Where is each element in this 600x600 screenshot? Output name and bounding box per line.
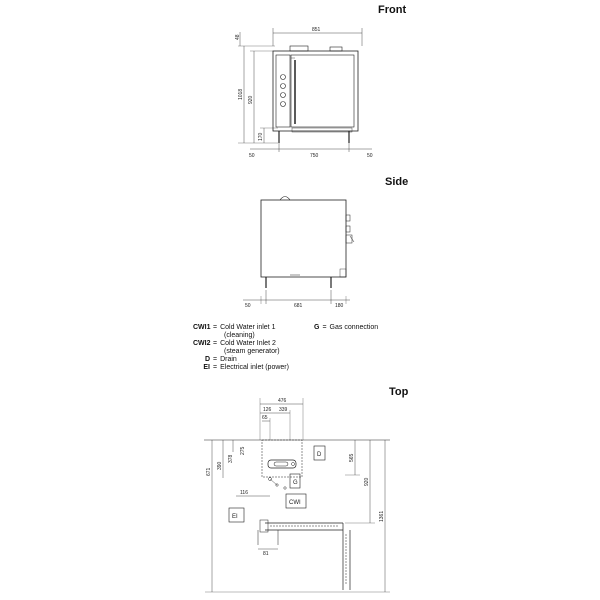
front-dim-920: 920 <box>248 95 254 104</box>
label-g: G <box>293 480 298 486</box>
label-ei: EI <box>232 514 238 520</box>
label-cwi: CWI <box>289 500 301 506</box>
legend-item-ei: EI = Electrical inlet (power) <box>193 364 313 372</box>
front-dim-750: 750 <box>310 153 319 159</box>
legend-item-g: G = Gas connection <box>314 324 379 331</box>
top-dim-476: 476 <box>278 398 287 404</box>
side-view-title: Side <box>385 176 409 188</box>
top-view-title: Top <box>389 386 409 398</box>
legend-code: EI <box>203 364 210 371</box>
front-dim-50-left: 50 <box>249 153 255 159</box>
legend-item-d: D = Drain <box>193 356 313 364</box>
front-dim-48: 48 <box>235 34 241 40</box>
top-dim-65: 65 <box>262 415 268 421</box>
top-dim-920: 920 <box>364 477 370 486</box>
legend-code: G <box>314 324 320 331</box>
top-dim-116: 116 <box>240 490 248 496</box>
front-view-title: Front <box>378 4 407 16</box>
front-dim-1018: 1018 <box>238 88 244 100</box>
legend-right <box>314 324 378 332</box>
top-dim-378: 378 <box>228 454 234 463</box>
front-dim-851: 851 <box>312 27 321 33</box>
legend-code: D <box>204 356 210 363</box>
top-dim-275: 275 <box>240 446 246 455</box>
side-dim-681: 681 <box>294 303 303 309</box>
legend-item-cwi2: CWI2 = Cold Water Inlet 2 <box>193 340 276 347</box>
legend-sub-cwi2: (steam generator) <box>224 348 280 355</box>
top-dim-81: 81 <box>263 551 269 557</box>
top-dim-339: 339 <box>279 407 288 413</box>
top-dim-671: 671 <box>206 467 212 476</box>
legend-left <box>193 324 313 372</box>
label-d: D <box>317 452 322 458</box>
legend-sub-cwi1: (cleaning) <box>224 332 255 339</box>
top-view <box>204 398 390 592</box>
side-dim-180: 180 <box>335 303 344 309</box>
side-dim-50: 50 <box>245 303 251 309</box>
top-dim-565: 565 <box>349 453 355 462</box>
legend-code: CWI1 <box>193 324 211 331</box>
front-dim-170: 170 <box>258 132 264 141</box>
top-dim-1361: 1361 <box>379 510 385 522</box>
front-dim-50-right: 50 <box>367 153 373 159</box>
legend-code: CWI2 <box>193 340 211 347</box>
legend-item-cwi1: CWI1 = Cold Water inlet 1 <box>193 324 276 331</box>
top-dim-390: 390 <box>217 461 223 470</box>
top-dim-126: 126 <box>263 407 272 413</box>
side-view <box>243 197 354 305</box>
